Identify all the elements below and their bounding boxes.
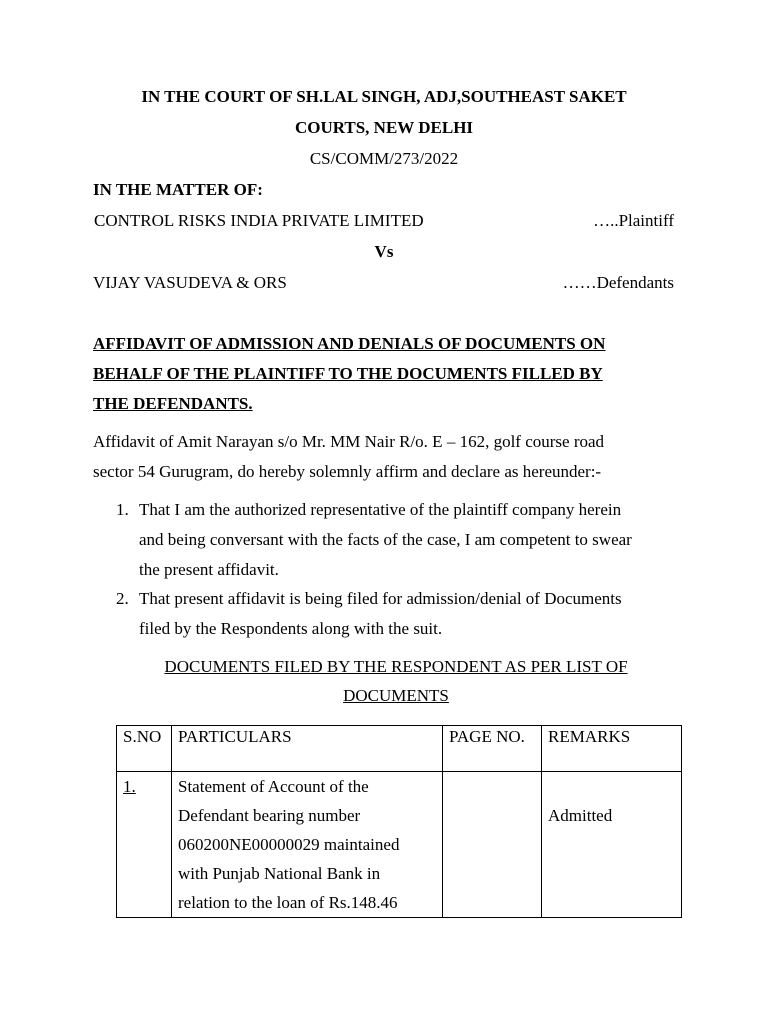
intro-line1: Affidavit of Amit Narayan s/o Mr. MM Nair R/o. E – 162, golf course road [93,432,605,451]
table-cell-particulars [172,772,443,918]
table-cell-page-no [443,772,542,918]
case-number: CS/COMM/273/2022 [309,149,459,168]
affidavit-title-line2: BEHALF OF THE PLAINTIFF TO THE DOCUMENTS FILLED BY [93,364,603,383]
list-item-text-line: and being conversant with the facts of the case, I am competent to swear [139,530,632,549]
court-heading-line1: IN THE COURT OF SH.LAL SINGH, ADJ,SOUTHEAST SAKET [141,87,627,106]
particulars-line: with Punjab National Bank in [178,864,381,883]
table-header-cell: REMARKS [542,726,682,772]
intro-line2: sector 54 Gurugram, do hereby solemnly affirm and declare as hereunder:- [93,462,602,481]
list-item-text-line: That I am the authorized representative of the plaintiff company herein [139,500,622,519]
list-item-text-line: the present affidavit. [139,560,279,579]
matter-label: IN THE MATTER OF: [93,180,263,199]
plaintiff-role: …..Plaintiff [593,211,674,230]
section-heading-line1: DOCUMENTS FILED BY THE RESPONDENT AS PER LIST OF [164,657,628,676]
affidavit-title-line3: THE DEFENDANTS. [93,394,253,413]
table-row [117,772,682,918]
table-header-cell: S.NO [117,726,172,772]
list-item-number: 2. [116,589,129,608]
list-item-text-line: That present affidavit is being filed for admission/denial of Documents [139,589,622,608]
table-header-cell: PAGE NO. [443,726,542,772]
defendant-name: VIJAY VASUDEVA & ORS [93,273,287,292]
table-header-row [117,726,682,772]
plaintiff-name: CONTROL RISKS INDIA PRIVATE LIMITED [94,211,424,230]
particulars-line: Defendant bearing number [178,806,361,825]
versus-label: Vs [374,242,394,261]
documents-table [116,725,682,918]
table-cell-remarks: Admitted [548,806,613,825]
particulars-line: Statement of Account of the [178,777,369,796]
list-item-number: 1. [116,500,129,519]
particulars-line: 060200NE00000029 maintained [178,835,400,854]
court-heading-line2: COURTS, NEW DELHI [294,118,474,137]
defendant-role: ……Defendants [562,273,674,292]
list-item-text-line: filed by the Respondents along with the suit. [139,619,443,638]
table-header-cell: PARTICULARS [172,726,443,772]
affidavit-title-line1: AFFIDAVIT OF ADMISSION AND DENIALS OF DOCUMENTS ON [93,334,606,353]
section-heading-line2: DOCUMENTS [343,686,449,705]
table-cell-sno: 1. [123,777,136,796]
particulars-line: relation to the loan of Rs.148.46 [178,893,398,912]
